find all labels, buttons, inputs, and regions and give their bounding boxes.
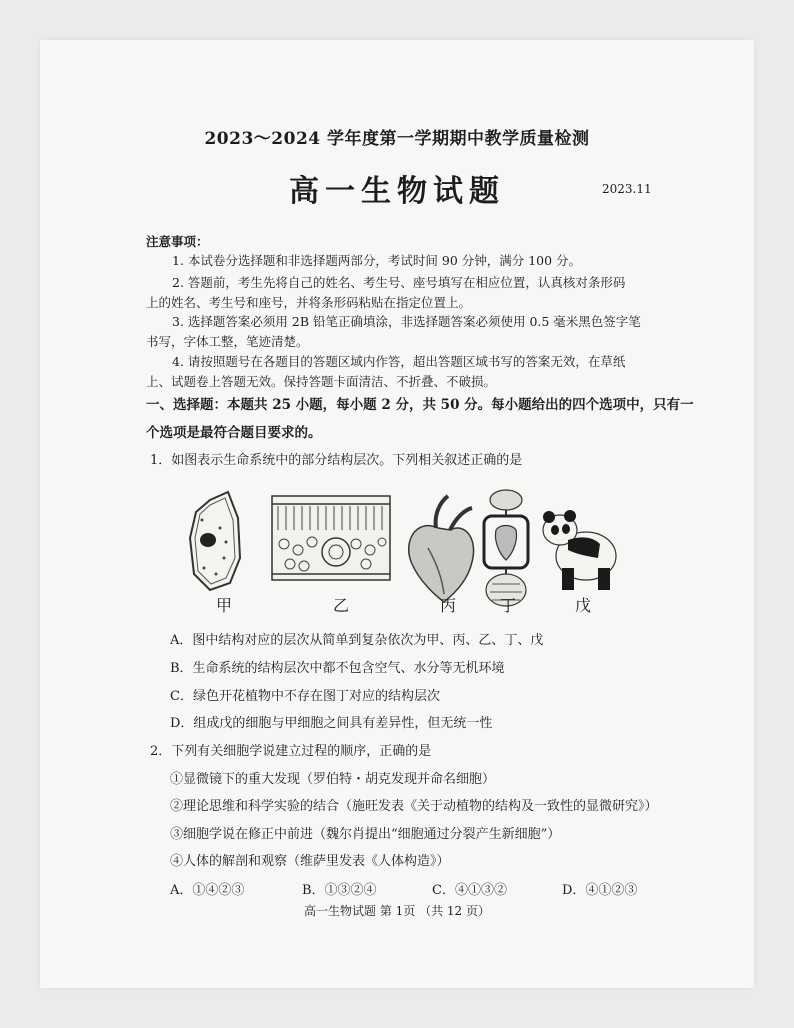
exam-header: 2023～2024 学年度第一学期期中教学质量检测 <box>204 129 590 149</box>
figure-label-yi: 乙 <box>333 596 350 615</box>
q1-option-a: A．图中结构对应的层次从简单到复杂依次为甲、丙、乙、丁、戊 <box>170 633 544 648</box>
figure-label-ding: 丁 <box>500 596 517 615</box>
section-heading-cont: 个选项是最符合题目要求的。 <box>146 425 322 441</box>
q1-option-d: D．组成戊的细胞与甲细胞之间具有差异性，但无统一性 <box>170 716 493 731</box>
q1-option-b: B．生命系统的结构层次中都不包含空气、水分等无机环境 <box>170 661 505 676</box>
panda-image <box>543 510 616 590</box>
q2-item-1: ①显微镜下的重大发现（罗伯特・胡克发现并命名细胞） <box>170 772 496 787</box>
leaf-tissue-image <box>272 496 390 580</box>
note-line: 4. 请按照题号在各题目的答题区域内作答，超出答题区域书写的答案无效，在草纸 <box>172 354 626 369</box>
life-levels-figure <box>180 478 620 618</box>
q2-choice-c: C．④①③② <box>432 883 507 898</box>
q2-choice-b: B．①③②④ <box>302 883 377 898</box>
exam-title: 高一生物试题 <box>289 174 505 209</box>
page-footer: 高一生物试题 第 1页 （共 12 页） <box>304 904 490 918</box>
q2-choice-a: A．①④②③ <box>170 883 245 898</box>
question-1-stem: 1．如图表示生命系统中的部分结构层次。下列相关叙述正确的是 <box>150 453 523 468</box>
notes-heading: 注意事项： <box>146 234 209 249</box>
note-line: 1. 本试卷分选择题和非选择题两部分，考试时间 90 分钟，满分 100 分。 <box>172 253 582 268</box>
q2-item-3: ③细胞学说在修正中前进（魏尔肖提出“细胞通过分裂产生新细胞”） <box>170 827 561 842</box>
heart-organ-image <box>409 496 474 602</box>
q1-option-c: C．绿色开花植物中不存在图丁对应的结构层次 <box>170 689 440 704</box>
circulatory-system-image <box>484 490 528 606</box>
note-line: 上的姓名、考生号和座号，并将条形码粘贴在指定位置上。 <box>146 295 472 310</box>
q2-item-2: ②理论思维和科学实验的结合（施旺发表《关于动植物的结构及一致性的显微研究》） <box>170 799 658 814</box>
q2-choice-d: D．④①②③ <box>562 883 638 898</box>
figure-label-jia: 甲 <box>216 596 233 615</box>
note-line: 2. 答题前，考生先将自己的姓名、考生号、座号填写在相应位置，认真核对条形码 <box>172 275 626 290</box>
note-line: 书写，字体工整，笔迹清楚。 <box>146 334 309 349</box>
q2-item-4: ④人体的解剖和观察（维萨里发表《人体构造》） <box>170 854 450 869</box>
exam-date: 2023.11 <box>602 182 652 196</box>
figure-label-wu: 戊 <box>575 596 592 615</box>
plant-cell-image <box>190 492 240 590</box>
note-line: 上、试题卷上答题无效。保持答题卡面清洁、不折叠、不破损。 <box>146 374 497 389</box>
question-2-stem: 2．下列有关细胞学说建立过程的顺序，正确的是 <box>150 744 432 759</box>
section-heading: 一、选择题：本题共 25 小题，每小题 2 分，共 50 分。每小题给出的四个选项中，只有一 <box>146 397 694 413</box>
note-line: 3. 选择题答案必须用 2B 铅笔正确填涂，非选择题答案必须使用 0.5 毫米黑色签字笔 <box>172 314 641 329</box>
figure-label-bing: 丙 <box>440 596 457 615</box>
